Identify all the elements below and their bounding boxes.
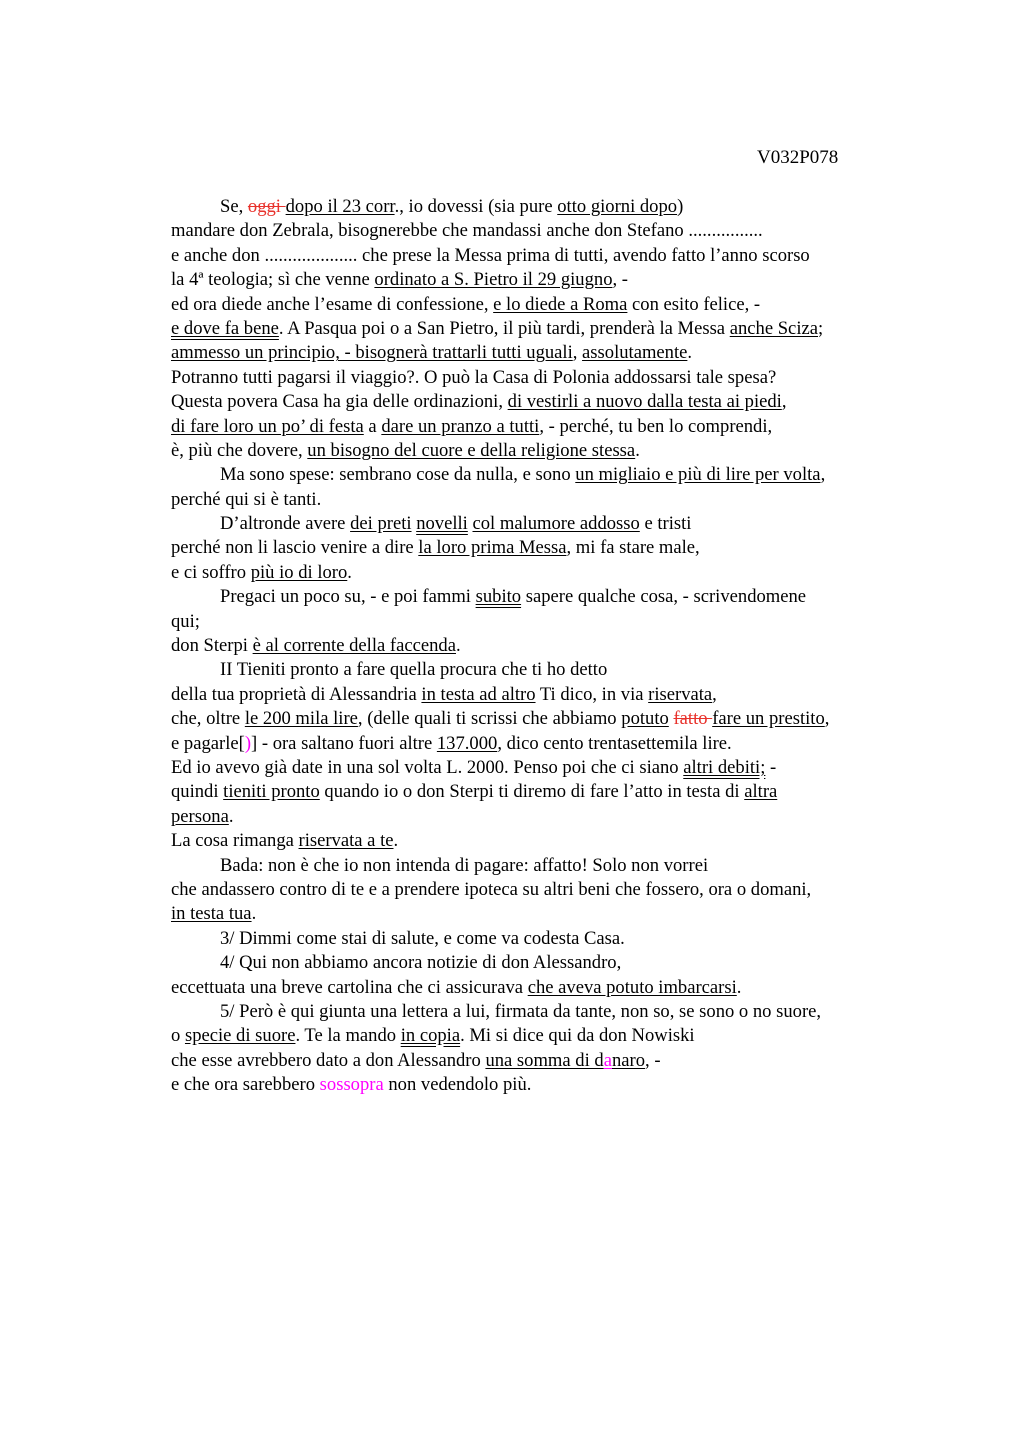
text-run: , [572,342,583,364]
text-line [171,732,911,756]
underlined-text: a [603,1049,612,1071]
underlined-text: che aveva potuto imbarcarsi [527,976,737,998]
text-run: , mi fa stare male, [566,537,700,559]
underlined-text: e lo diede a Roma [493,293,628,315]
underlined-text: dopo il 23 corr [285,196,395,217]
text-run: e ci soffro [171,561,251,583]
text-run: II Tieniti pronto a fare quella procura che ti ho detto [220,659,608,681]
underlined-text: in testa tua [171,903,252,925]
text-line [171,293,911,317]
text-line [171,219,911,243]
text-run: . A Pasqua poi o a San Pietro, il più tardi, prenderà la Messa [278,317,730,339]
text-run: qui; [171,610,200,632]
deleted-text: fatto [673,708,713,730]
text-run: Pregaci un poco su, - e poi fammi [220,586,476,608]
text-line [171,976,911,1000]
text-line [171,317,911,341]
text-run: non vedendolo più. [383,1074,532,1096]
text-line [171,658,911,682]
underlined-text: in copia [400,1025,461,1047]
text-run: eccettuata una breve cartolina che ci assicurava [171,976,528,998]
text-run: ; [818,317,824,339]
text-run: o [171,1025,185,1047]
text-run: Ma sono spese: sembrano cose da nulla, e sono [220,464,576,486]
text-run: . Te la mando [295,1025,401,1047]
text-run: che andassero contro di te e a prendere ipoteca su altri beni che fossero, ora o domani, [171,878,812,900]
text-line [171,829,911,853]
text-line [171,341,911,365]
text-run: 5/ Però è qui giunta una lettera a lui, firmata da tante, non so, se sono o no suore, [220,1000,822,1022]
text-run: . [251,903,257,925]
underlined-text: 137.000 [436,732,498,754]
text-run: , - [612,269,628,291]
text-run: ] - ora saltano fuori altre [251,732,437,754]
underlined-text: specie di suore [184,1025,296,1047]
underlined-text: persona [171,805,229,827]
text-run: e tristi [639,513,692,535]
underlined-text: ammesso un principio, - bisognerà trattarli tutti uguali [171,342,573,364]
text-line [171,610,911,634]
text-line [171,488,911,512]
text-line [171,561,911,585]
text-run: D’altronde avere [220,513,351,535]
text-run: . [635,439,640,461]
text-line [171,415,911,439]
text-run: perché qui si è tanti. [171,488,322,510]
text-run: perché non li lascio venire a dire [171,537,419,559]
text-line [171,634,911,658]
underlined-text: dare un pranzo a tutti [381,415,540,437]
underlined-text: tieniti pronto [223,781,320,803]
text-run: . [736,976,742,998]
underlined-text: le 200 mila lire [244,708,358,730]
underlined-text: di fare loro un po’ di festa [171,415,364,437]
text-line [171,512,911,536]
underlined-text: fare un prestito [712,708,825,730]
text-run: e che ora sarebbero [171,1074,320,1096]
text-run: che, oltre [171,708,245,730]
underlined-text: altri debiti; [683,756,766,778]
text-run: , - perché, tu ben lo comprendi, [539,415,773,437]
deleted-text: oggi [247,196,286,217]
text-line [171,780,911,804]
text-line [171,390,911,414]
text-line [171,1000,911,1024]
text-line [171,536,911,560]
underlined-text: assolutamente [582,342,688,364]
text-line [171,683,911,707]
underlined-text: anche Sciza [729,317,818,339]
text-run: . [455,635,461,657]
text-line [171,585,911,609]
text-run: don Sterpi [171,635,253,657]
text-run: , (delle quali ti scrissi che abbiamo [357,708,622,730]
text-line [171,463,911,487]
text-line [171,878,911,902]
text-run: , [712,683,717,705]
text-run: Questa povera Casa ha gia delle ordinazioni, [171,391,508,413]
text-run: . [687,342,693,364]
underlined-text: un bisogno del cuore e della religione stessa [307,439,636,461]
underlined-text: potuto [621,708,669,730]
underlined-text: dei preti [350,513,412,535]
text-run: , [824,708,830,730]
text-line [171,805,911,829]
text-run: - [765,756,777,778]
letter-body [171,195,911,1097]
text-run: della tua proprietà di Alessandria [171,683,422,705]
text-line [171,707,911,731]
text-line [171,244,911,268]
text-line [171,951,911,975]
underlined-text: una somma di d [485,1049,604,1071]
highlighted-text: sossopra [319,1074,384,1096]
text-run: con esito felice, - [627,293,761,315]
text-line [171,1073,911,1097]
underlined-text: col malumore addosso [472,513,640,535]
underlined-text: e dove fa bene [171,317,279,339]
text-run: , [820,464,826,486]
underlined-text: otto giorni dopo [557,196,678,217]
text-run: La cosa rimanga [171,830,299,852]
text-run: . [347,561,352,583]
text-run: la 4ª teologia; sì che venne [171,269,375,291]
text-run: . [393,830,399,852]
text-run: quando io o don Sterpi ti diremo di fare l’atto in testa di [319,781,745,803]
text-run: Se, [220,196,248,217]
text-line [171,195,911,219]
text-run: 4/ Qui non abbiamo ancora notizie di don Alessandro, [220,952,622,974]
underlined-text: novelli [416,513,468,535]
underlined-text: in testa ad altro [421,683,536,705]
text-line [171,366,911,390]
underlined-text: di vestirli a nuovo dalla testa ai piedi [507,391,782,413]
text-line [171,854,911,878]
text-run: Ti dico, in via [535,683,649,705]
text-run: quindi [171,781,224,803]
text-run: 3/ Dimmi come stai di salute, e come va codesta Casa. [220,927,625,949]
underlined-text: ordinato a S. Pietro il 29 giugno [374,269,613,291]
text-run: , dico cento trentasettemila lire. [497,732,732,754]
underlined-text: riservata [648,683,713,705]
text-run: ., io dovessi (sia pure [394,196,558,217]
underlined-text: più io di loro [250,561,348,583]
text-run: . [228,805,234,827]
text-line [171,927,911,951]
text-line [171,756,911,780]
text-run: , [781,391,787,413]
text-run: è, più che dovere, [171,439,308,461]
text-run: mandare don Zebrala, bisognerebbe che mandassi anche don Stefano ................ [171,220,763,242]
underlined-text: la loro prima Messa [418,537,567,559]
text-run: e pagarle[ [171,732,245,754]
text-run: che esse avrebbero dato a don Alessandro [171,1049,486,1071]
text-line [171,902,911,926]
underlined-text: naro [611,1049,646,1071]
underlined-text: un migliaio e più di lire per volta [575,464,821,486]
underlined-text: subito [475,586,522,608]
text-run: Potranno tutti pagarsi il viaggio?. O può la Casa di Polonia addossarsi tale spesa? [171,366,777,388]
text-line [171,1024,911,1048]
text-run: , - [645,1049,661,1071]
document-reference-code: V032P078 [757,147,839,168]
text-run: ) [677,196,684,217]
text-line [171,439,911,463]
underlined-text: altra [744,781,778,803]
text-line [171,1049,911,1073]
underlined-text: è al corrente della faccenda [252,635,456,657]
underlined-text: riservata a te [298,830,394,852]
text-run: . Mi si dice qui da don Nowiski [460,1025,695,1047]
text-run: Bada: non è che io non intenda di pagare: affatto! Solo non vorrei [220,854,709,876]
text-run: e anche don .................... che prese la Messa prima di tutti, avendo fatto l’anno scorso [171,244,810,266]
text-run: a [363,415,382,437]
text-line [171,268,911,292]
text-run: sapere qualche cosa, - scrivendomene [521,586,807,608]
text-run: ed ora diede anche l’esame di confessione, [171,293,494,315]
text-run: Ed io avevo già date in una sol volta L. 2000. Penso poi che ci siano [171,756,684,778]
highlighted-text: ) [244,732,252,754]
